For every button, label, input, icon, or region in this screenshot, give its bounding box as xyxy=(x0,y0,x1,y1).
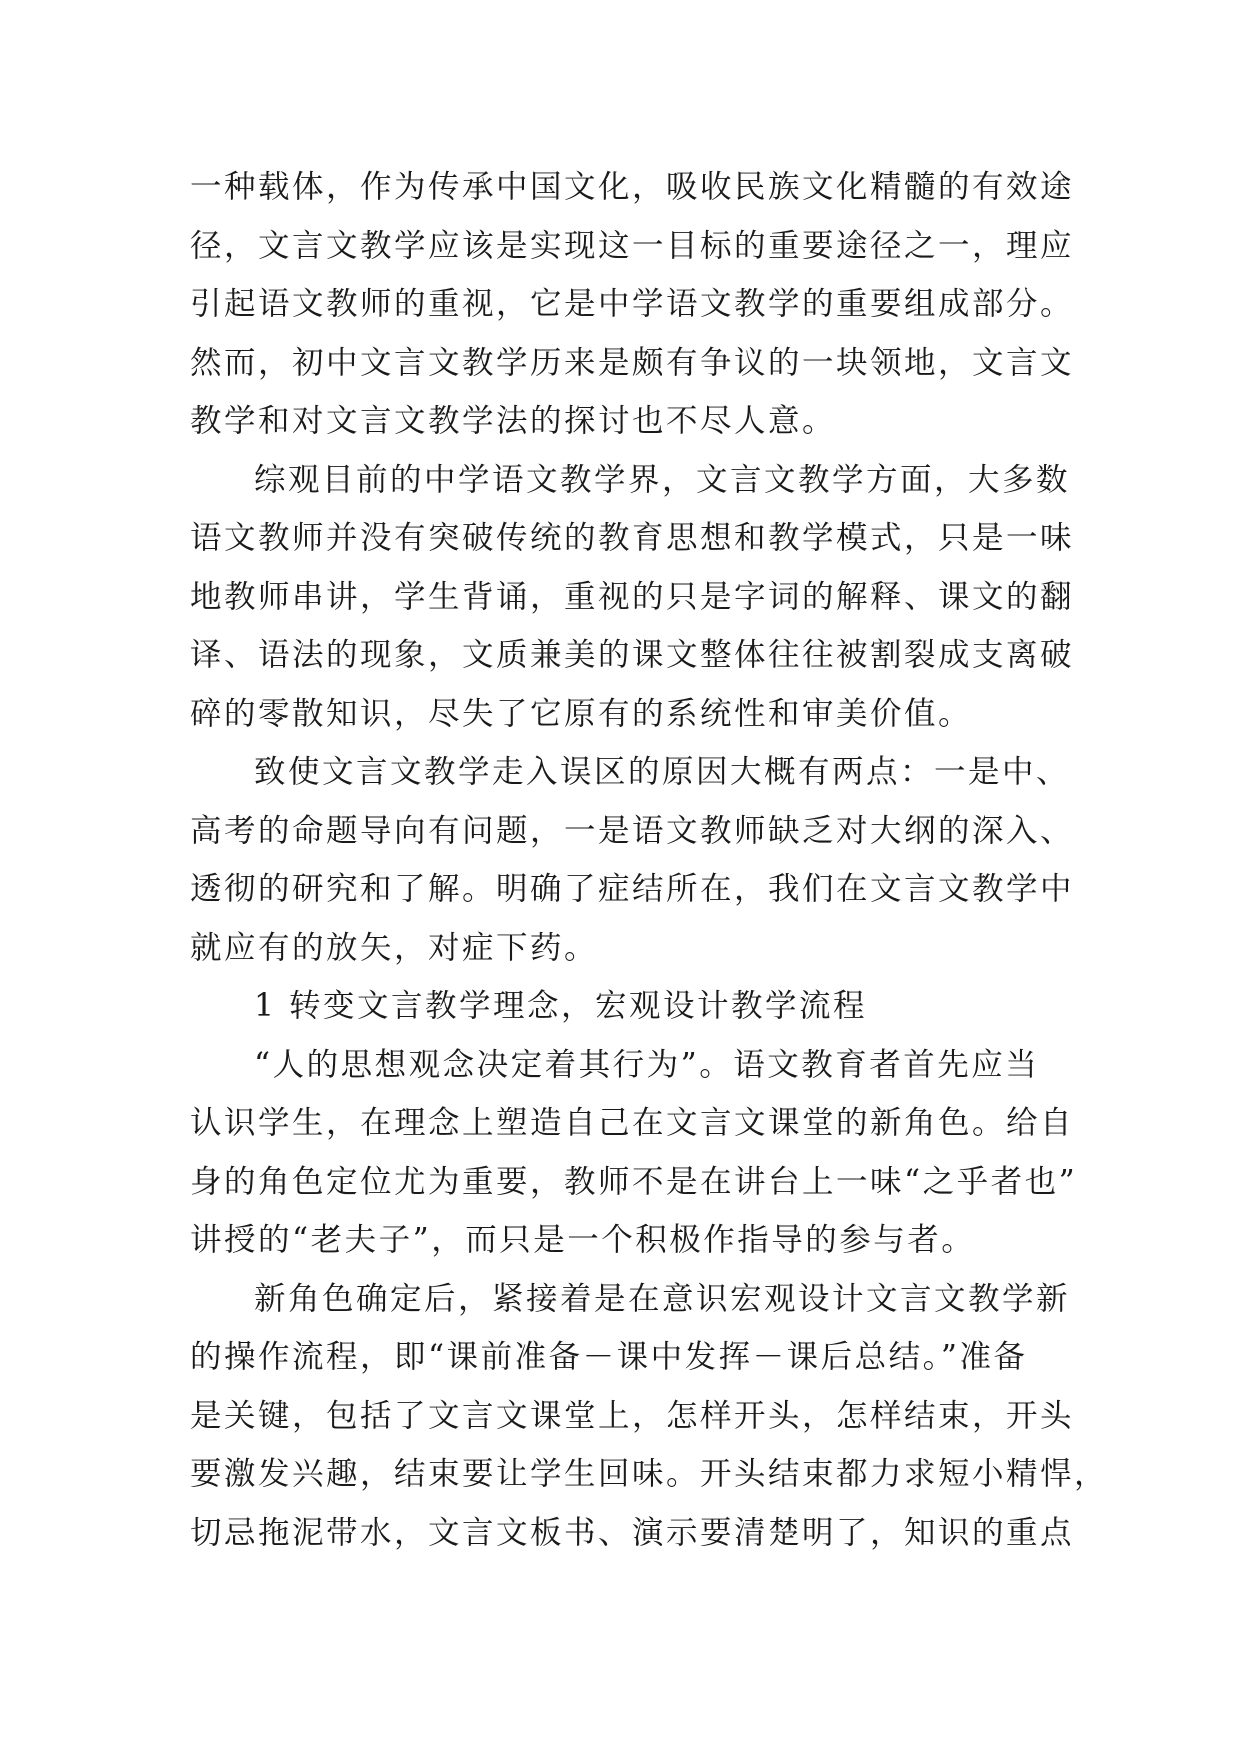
paragraph xyxy=(190,1270,1109,1563)
paragraph xyxy=(190,1036,1078,1270)
text-line: 的操作流程，即“课前准备－课中发挥－课后总结。”准备 xyxy=(190,1339,1028,1375)
text-line: 1 转变文言教学理念，宏观设计教学流程 xyxy=(254,988,868,1024)
text-line: 引起语文教师的重视，它是中学语文教学的重要组成部分。 xyxy=(190,286,1075,322)
text-line: 径，文言文教学应该是实现这一目标的重要途径之一，理应 xyxy=(190,227,1075,264)
text-line: 要激发兴趣，结束要让学生回味。开头结束都力求短小精悍， xyxy=(190,1456,1109,1492)
text-line: 高考的命题导向有问题，一是语文教师缺乏对大纲的深入、 xyxy=(190,812,1075,849)
text-line: 切忌拖泥带水，文言文板书、演示要清楚明了，知识的重点 xyxy=(190,1514,1075,1551)
text-line: 致使文言文教学走入误区的原因大概有两点：一是中、 xyxy=(254,754,1071,790)
text-line: 认识学生，在理念上塑造自己在文言文课堂的新角色。给自 xyxy=(190,1105,1075,1141)
paragraph xyxy=(190,158,1075,451)
text-line: 一种载体，作为传承中国文化，吸收民族文化精髓的有效途 xyxy=(190,169,1075,205)
text-line: 语文教师并没有突破传统的教育思想和教学模式，只是一味 xyxy=(190,520,1075,556)
paragraph xyxy=(190,743,1075,977)
text-line: 教学和对文言文教学法的探讨也不尽人意。 xyxy=(190,403,837,439)
text-line: 讲授的“老夫子”，而只是一个积极作指导的参与者。 xyxy=(190,1222,976,1258)
text-line: 综观目前的中学语文教学界，文言文教学方面，大多数 xyxy=(254,461,1071,498)
text-line: “人的思想观念决定着其行为”。语文教育者首先应当 xyxy=(254,1046,1040,1083)
paragraph xyxy=(190,977,1070,1036)
text-line: 是关键，包括了文言文课堂上，怎样开头，怎样结束，开头 xyxy=(190,1397,1075,1434)
text-line: 译、语法的现象，文质兼美的课文整体往往被割裂成支离破 xyxy=(190,637,1075,673)
text-line: 碎的零散知识，尽失了它原有的系统性和审美价值。 xyxy=(190,695,973,732)
document-body xyxy=(190,158,1109,1562)
text-line: 就应有的放矢，对症下药。 xyxy=(190,929,599,966)
text-line: 新角色确定后，紧接着是在意识宏观设计文言文教学新 xyxy=(254,1280,1071,1317)
text-line: 地教师串讲，学生背诵，重视的只是字词的解释、课文的翻 xyxy=(190,578,1075,615)
text-line: 然而，初中文言文教学历来是颇有争议的一块领地，文言文 xyxy=(190,344,1075,381)
paragraph xyxy=(190,451,1075,744)
text-line: 透彻的研究和了解。明确了症结所在，我们在文言文教学中 xyxy=(190,871,1075,907)
text-line: 身的角色定位尤为重要，教师不是在讲台上一味“之乎者也” xyxy=(190,1163,1078,1200)
